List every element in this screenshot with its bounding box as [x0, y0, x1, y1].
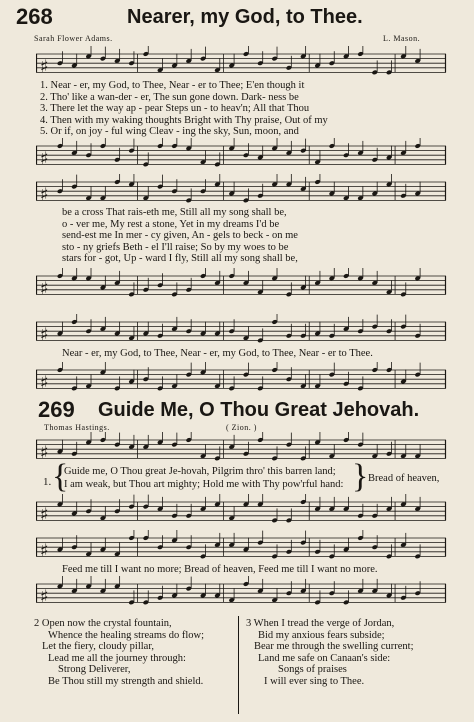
hymn-number: 268	[16, 4, 53, 29]
svg-text:♯: ♯	[40, 442, 49, 464]
hymn-title: Nearer, my God, to Thee.	[127, 6, 363, 28]
hymn-author: Sarah Flower Adams.	[34, 34, 113, 43]
lyric-line: 3. There let the way ap - pear Steps un - to heav'n; All that Thou	[40, 103, 310, 114]
stanza-line: Whence the healing streams do flow;	[48, 629, 204, 641]
lyric-line: 5. Or if, on joy - ful wing Cleav - ing the sky, Sun, moon, and	[40, 126, 299, 137]
brace-close-icon: }	[352, 458, 369, 495]
refrain-line: Near - er, my God, to Thee, Near - er, my God, to Thee, Near - er to Thee.	[62, 348, 373, 359]
stanza-line: Bid my anxious fears subside;	[258, 629, 385, 641]
lyric-line: 2. Tho' like a wan-der - er, The sun gone down. Dark- ness be	[40, 91, 299, 103]
staff-bass-4	[36, 494, 448, 530]
verse-lines-system-2	[62, 207, 442, 265]
svg-text:♯: ♯	[40, 372, 49, 394]
stanza-line: 2 Open now the crystal fountain,	[34, 618, 172, 629]
stanza-line: 3 When I tread the verge of Jordan,	[246, 618, 395, 629]
column-divider	[238, 616, 239, 714]
stanza-line: Strong Deliverer,	[58, 664, 131, 676]
stanza-line: I will ever sing to Thee.	[264, 675, 365, 687]
lyric-line: stars for - got, Up - ward I fly, Still all my song shall be,	[62, 253, 298, 264]
svg-text:♯: ♯	[40, 504, 49, 526]
staff-bass-2	[36, 268, 448, 304]
hymn-composer: L. Mason.	[383, 34, 421, 43]
svg-text:♯: ♯	[40, 148, 49, 170]
hymn-author: Thomas Hastings.	[44, 423, 110, 432]
lyric-line: sto - ny griefs Beth - el I'll raise; So by my woes to be	[62, 241, 289, 253]
staff-bass-3	[36, 362, 448, 398]
lyric-line: be a cross That rais-eth me, Still all my song shall be,	[62, 207, 287, 218]
stanza-line: Songs of praises	[278, 664, 347, 676]
lyric-line: o - ver me, My rest a stone, Yet in my dreams I'd be	[62, 218, 280, 230]
stanza-line: Bear me through the swelling current;	[254, 641, 414, 653]
svg-text:♯: ♯	[40, 324, 49, 346]
brace-icon: {	[52, 458, 69, 495]
stanza-line: Land me safe on Canaan's side:	[258, 652, 391, 664]
hymn-number: 269	[38, 397, 75, 422]
svg-text:♯: ♯	[40, 540, 49, 562]
verse-line: Guide me, O Thou great Je-hovah, Pilgrim thro' this barren land;	[64, 466, 336, 477]
svg-text:♯: ♯	[40, 278, 49, 300]
hymn-title: Guide Me, O Thou Great Jehovah.	[98, 399, 420, 421]
stanza-line: Lead me all the journey through:	[48, 652, 186, 664]
lyric-line: 1. Near - er, my God, to Thee, Near - er to Thee; E'en though it	[40, 80, 305, 91]
verse-number: 1.	[43, 476, 52, 488]
stanza-2	[34, 618, 204, 688]
svg-text:♯: ♯	[40, 184, 49, 206]
verse-line: Feed me till I want no more; Bread of heaven, Feed me till I want no more.	[62, 564, 378, 575]
tune-name: ( Zion. )	[226, 423, 257, 432]
staff-bass-5	[36, 576, 448, 612]
verse-line: I am weak, but Thou art mighty; Hold me with Thy pow'rful hand:	[64, 479, 344, 490]
lyric-line: 4. Then with my waking thoughts Bright with Thy praise, Out of my	[40, 114, 328, 126]
side-text: Bread of heaven,	[368, 473, 440, 484]
svg-text:♯: ♯	[40, 586, 49, 608]
stanza-line: Let the fiery, cloudy pillar,	[42, 641, 155, 653]
stanza-3	[246, 618, 414, 688]
svg-text:♯: ♯	[40, 56, 49, 78]
lyric-line: send-est me In mer - cy given, An - gels to beck - on me	[62, 230, 298, 241]
staff-bass-1	[36, 138, 448, 174]
verse-lines-system-1	[40, 80, 450, 138]
stanza-line: Be Thou still my strength and shield.	[48, 675, 204, 687]
